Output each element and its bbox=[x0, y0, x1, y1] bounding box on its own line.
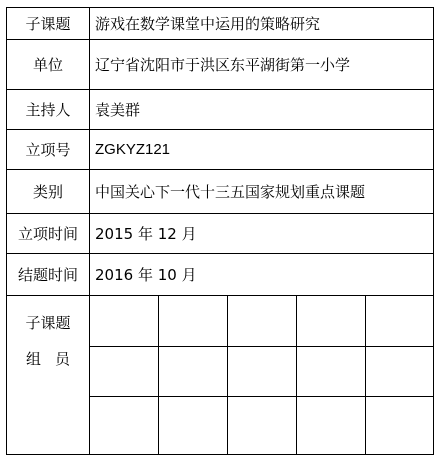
value-start-date: 2015 年 12 月 bbox=[95, 225, 197, 243]
grid-divider bbox=[89, 396, 433, 397]
row-host bbox=[7, 90, 433, 130]
row-category bbox=[7, 170, 433, 214]
value-host: 袁美群 bbox=[95, 101, 141, 119]
label-category: 类别 bbox=[7, 170, 90, 213]
value-unit: 辽宁省沈阳市于洪区东平湖街第一小学 bbox=[95, 56, 351, 74]
grid-divider bbox=[296, 296, 297, 454]
value-end-date: 2016 年 10 月 bbox=[95, 266, 197, 284]
label-end-date: 结题时间 bbox=[7, 254, 90, 295]
label-unit: 单位 bbox=[7, 40, 90, 89]
members-grid bbox=[89, 296, 433, 454]
label-members-line1: 子课题 bbox=[25, 314, 71, 332]
label-start-date: 立项时间 bbox=[7, 214, 90, 253]
grid-divider bbox=[227, 296, 228, 454]
grid-divider bbox=[158, 296, 159, 454]
value-category: 中国关心下一代十三五国家规划重点课题 bbox=[95, 183, 366, 201]
row-subproject bbox=[7, 8, 433, 40]
label-project-number: 立项号 bbox=[7, 130, 90, 169]
grid-divider bbox=[365, 296, 366, 454]
value-project-number: ZGKYZ121 bbox=[95, 141, 171, 158]
grid-divider bbox=[89, 346, 433, 347]
row-project-number bbox=[7, 130, 433, 170]
label-host: 主持人 bbox=[7, 90, 90, 129]
row-members bbox=[7, 296, 433, 454]
row-end-date bbox=[7, 254, 433, 296]
label-subproject: 子课题 bbox=[7, 8, 90, 39]
row-start-date bbox=[7, 214, 433, 254]
row-unit bbox=[7, 40, 433, 90]
project-info-form bbox=[6, 7, 434, 455]
label-members-line2: 组员 bbox=[25, 350, 84, 368]
value-subproject: 游戏在数学课堂中运用的策略研究 bbox=[95, 15, 321, 33]
label-members bbox=[7, 296, 90, 454]
